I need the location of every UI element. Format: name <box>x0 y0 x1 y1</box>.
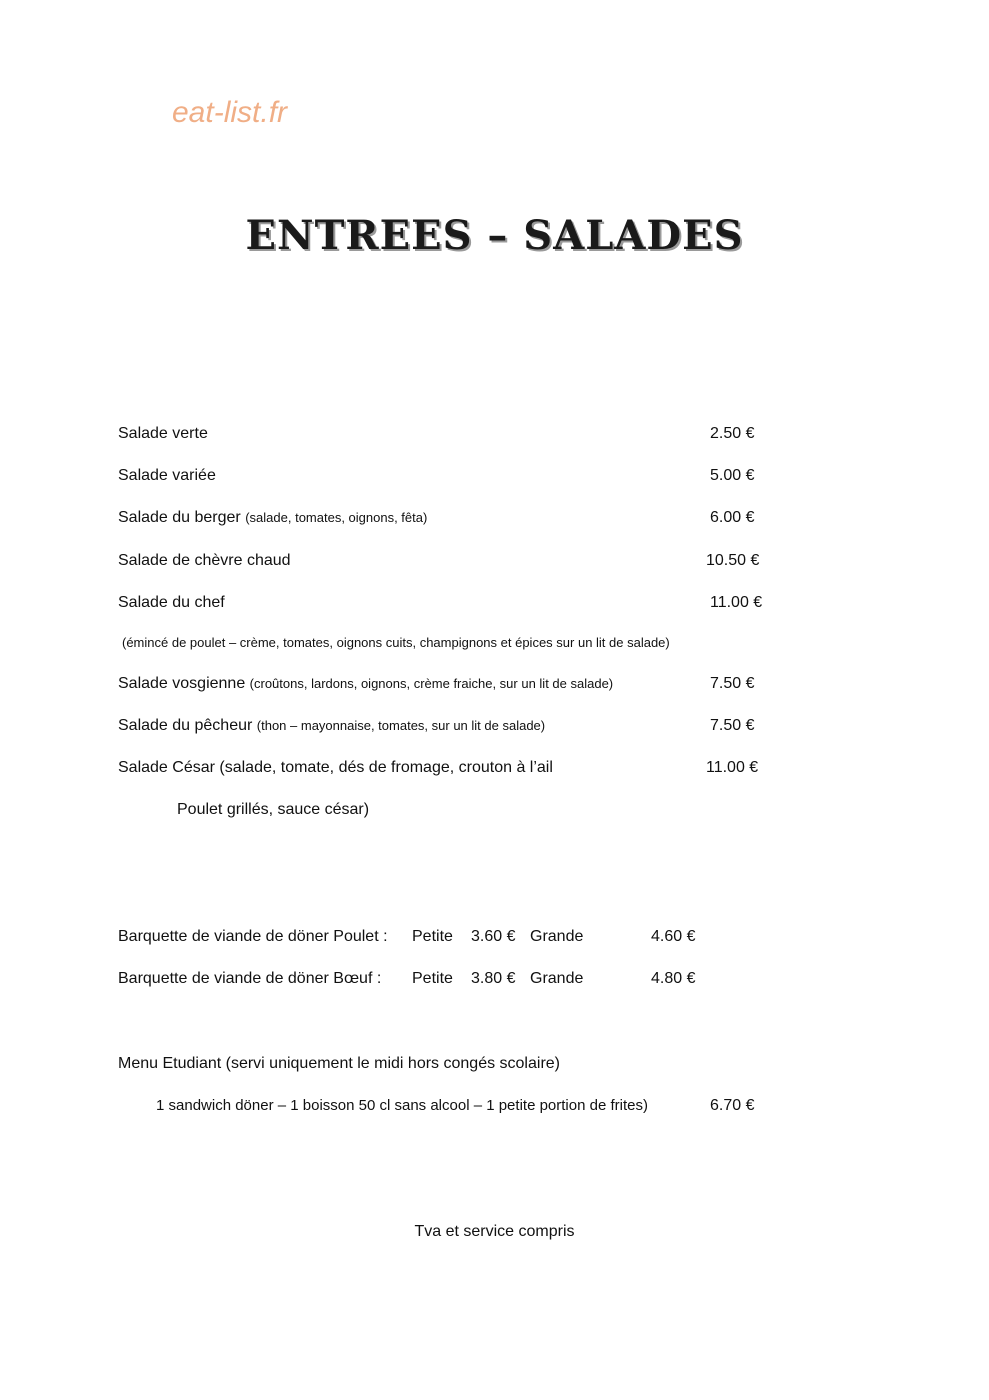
salad-name: Salade verte <box>118 425 208 442</box>
doner-small-price: 3.80 € <box>471 970 516 987</box>
salad-price: 10.50 € <box>706 552 760 569</box>
salad-item <box>118 716 545 736</box>
doner-large-label: Grande <box>530 928 584 945</box>
salad-name: Salade César (salade, tomate, dés de fromage, crouton à l’ail <box>118 759 553 776</box>
doner-large-price: 4.80 € <box>651 970 696 987</box>
salad-price: 5.00 € <box>710 467 755 484</box>
salad-price: 11.00 € <box>706 759 759 776</box>
watermark: eat-list.fr <box>172 96 288 129</box>
doner-small-label: Petite <box>412 928 453 945</box>
doner-small-label: Petite <box>412 970 453 987</box>
doner-small-price: 3.60 € <box>471 928 516 945</box>
salad-name: Salade variée <box>118 467 216 484</box>
doner-large-price: 4.60 € <box>651 928 696 945</box>
salad-price: 7.50 € <box>710 675 755 692</box>
salad-name: Salade du berger <box>118 509 241 526</box>
footer-note: Tva et service compris <box>414 1223 575 1240</box>
salad-note: (thon – mayonnaise, tomates, sur un lit de salade) <box>256 718 546 733</box>
salad-price: 6.00 € <box>710 509 755 526</box>
salad-name: Salade vosgienne <box>118 675 246 692</box>
doner-name: Barquette de viande de döner Bœuf : <box>118 970 382 987</box>
student-menu-content: 1 sandwich döner – 1 boisson 50 cl sans alcool – 1 petite portion de frites) <box>156 1097 648 1114</box>
cesar-continuation: Poulet grillés, sauce césar) <box>177 801 370 818</box>
salad-price: 2.50 € <box>710 425 755 442</box>
salad-name: Salade du chef <box>118 594 225 611</box>
salad-item <box>118 508 427 528</box>
doner-large-label: Grande <box>530 970 584 987</box>
salad-item <box>118 674 613 694</box>
salad-name: Salade de chèvre chaud <box>118 552 291 569</box>
salad-price: 11.00 € <box>710 594 763 611</box>
salad-note: (croûtons, lardons, oignons, crème fraiche, sur un lit de salade) <box>249 676 614 691</box>
student-menu-title: Menu Etudiant (servi uniquement le midi hors congés scolaire) <box>118 1055 560 1072</box>
student-menu-price: 6.70 € <box>710 1097 755 1114</box>
salad-price: 7.50 € <box>710 717 755 734</box>
salad-name: Salade du pêcheur <box>118 717 253 734</box>
chef-salad-description: (émincé de poulet – crème, tomates, oignons cuits, champignons et épices sur un lit de salade) <box>122 635 670 650</box>
salad-note: (salade, tomates, oignons, fêta) <box>245 510 428 525</box>
page-title: ENTREES – SALADES <box>245 212 744 259</box>
doner-name: Barquette de viande de döner Poulet : <box>118 928 388 945</box>
